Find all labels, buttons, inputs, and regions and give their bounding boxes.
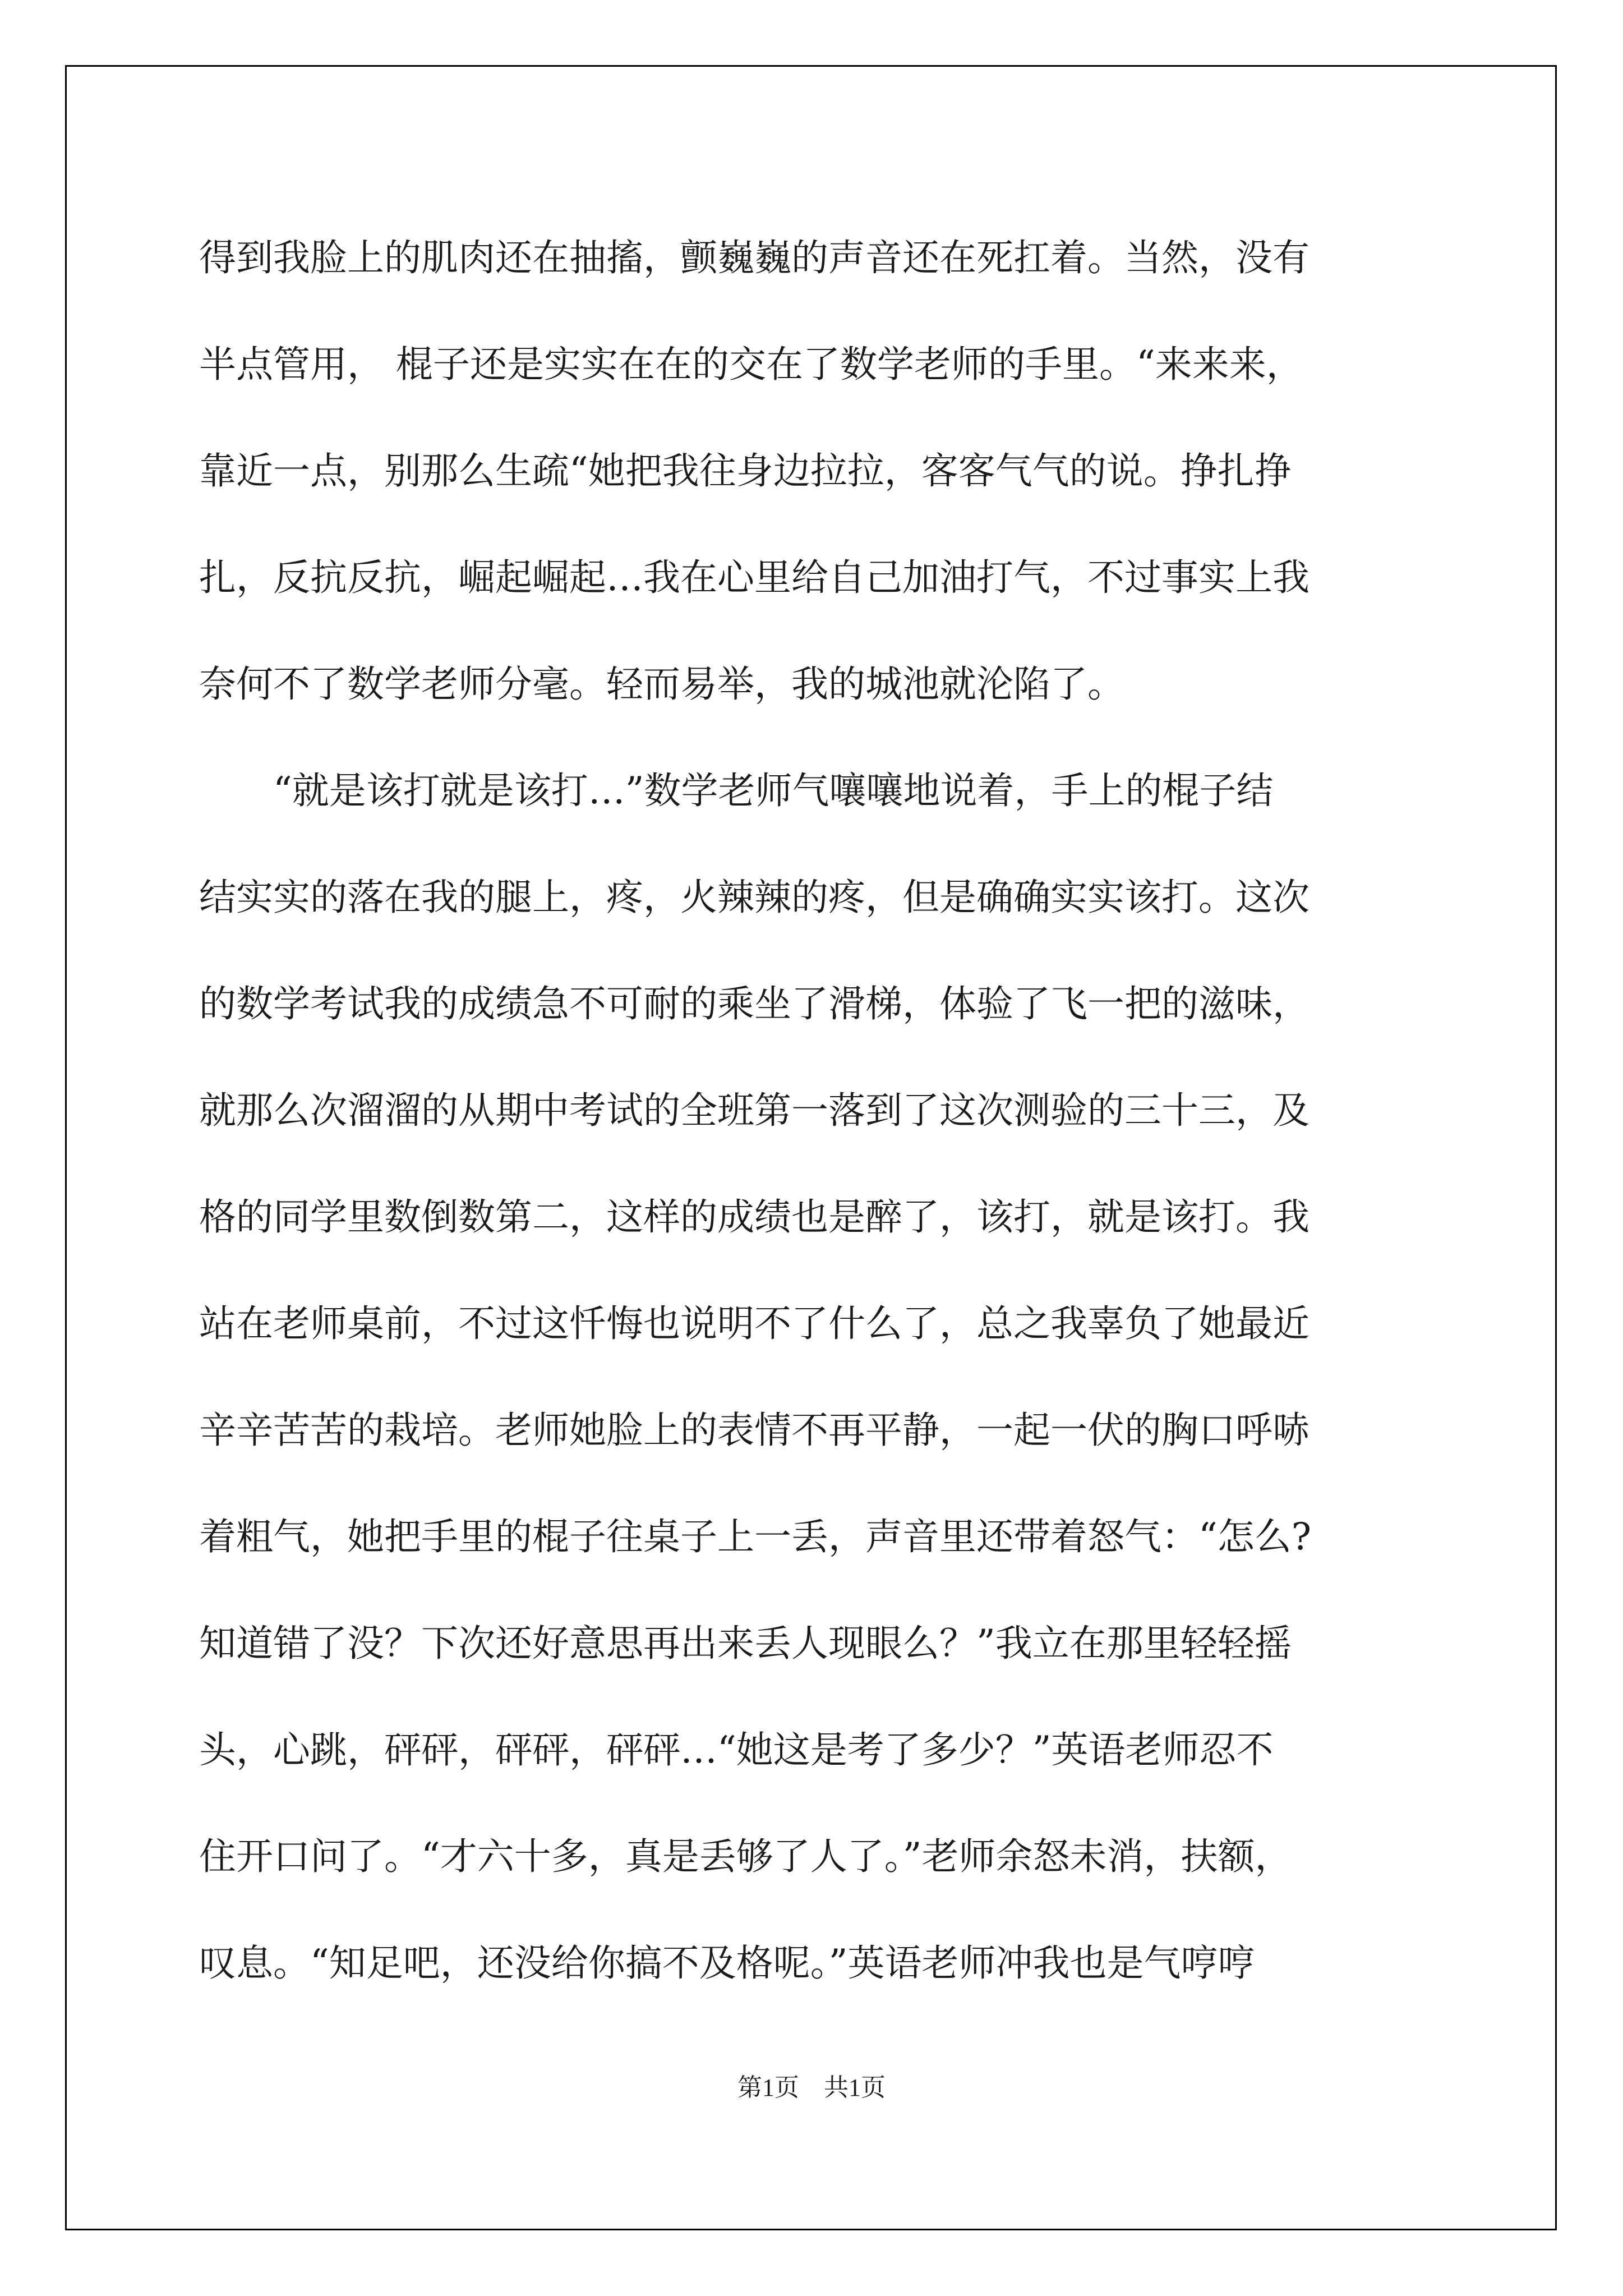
text-line: 靠近一点，别那么生疏“她把我往身边拉拉，客客气气的说。挣扎挣 — [199, 449, 1292, 493]
text-line: 奈何不了数学老师分毫。轻而易举，我的城池就沦陷了。 — [199, 662, 1124, 706]
text-line: 站在老师桌前，不过这忏悔也说明不了什么了，总之我辜负了她最近 — [199, 1302, 1310, 1345]
paragraph — [199, 738, 1433, 2017]
text-line: 着粗气，她把手里的棍子往桌子上一丢，声音里还带着怒气：“怎么? — [199, 1515, 1312, 1558]
text-line: 半点管用， 棍子还是实实在在的交在了数学老师的手里。“来来来， — [199, 343, 1303, 386]
text-line: 的数学考试我的成绩急不可耐的乘坐了滑梯，体验了飞一把的滋味， — [199, 982, 1310, 1025]
text-line: 知道错了没？下次还好意思再出来丢人现眼么？”我立在那里轻轻摇 — [199, 1622, 1292, 1665]
text-line: 住开口问了。“才六十多，真是丢够了人了。”老师余怒未消，扶额， — [199, 1835, 1292, 1878]
text-line: 结实实的落在我的腿上，疼，火辣辣的疼，但是确确实实该打。这次 — [199, 876, 1310, 919]
text-line: 扎，反抗反抗，崛起崛起…我在心里给自己加油打气，不过事实上我 — [199, 556, 1310, 599]
text-line: 叹息。“知足吧，还没给你搞不及格呢。”英语老师冲我也是气哼哼 — [199, 1941, 1255, 1985]
document-body — [199, 205, 1433, 2017]
paragraph — [199, 205, 1433, 738]
text-line: 格的同学里数倒数第二，这样的成绩也是醉了，该打，就是该打。我 — [199, 1195, 1310, 1239]
text-line: 头，心跳，砰砰，砰砰，砰砰…“她这是考了多少？”英语老师忍不 — [199, 1728, 1274, 1772]
text-line: 得到我脸上的肌肉还在抽搐，颤巍巍的声音还在死扛着。当然，没有 — [199, 236, 1310, 279]
text-line-first-indented: “就是该打就是该打…”数学老师气嚷嚷地说着，手上的棍子结 — [273, 769, 1274, 812]
text-line: 辛辛苦苦的栽培。老师她脸上的表情不再平静，一起一伏的胸口呼哧 — [199, 1409, 1310, 1452]
page-number-footer: 第1页 共1页 — [737, 2074, 886, 2101]
text-line: 就那么次溜溜的从期中考试的全班第一落到了这次测验的三十三，及 — [199, 1089, 1310, 1132]
